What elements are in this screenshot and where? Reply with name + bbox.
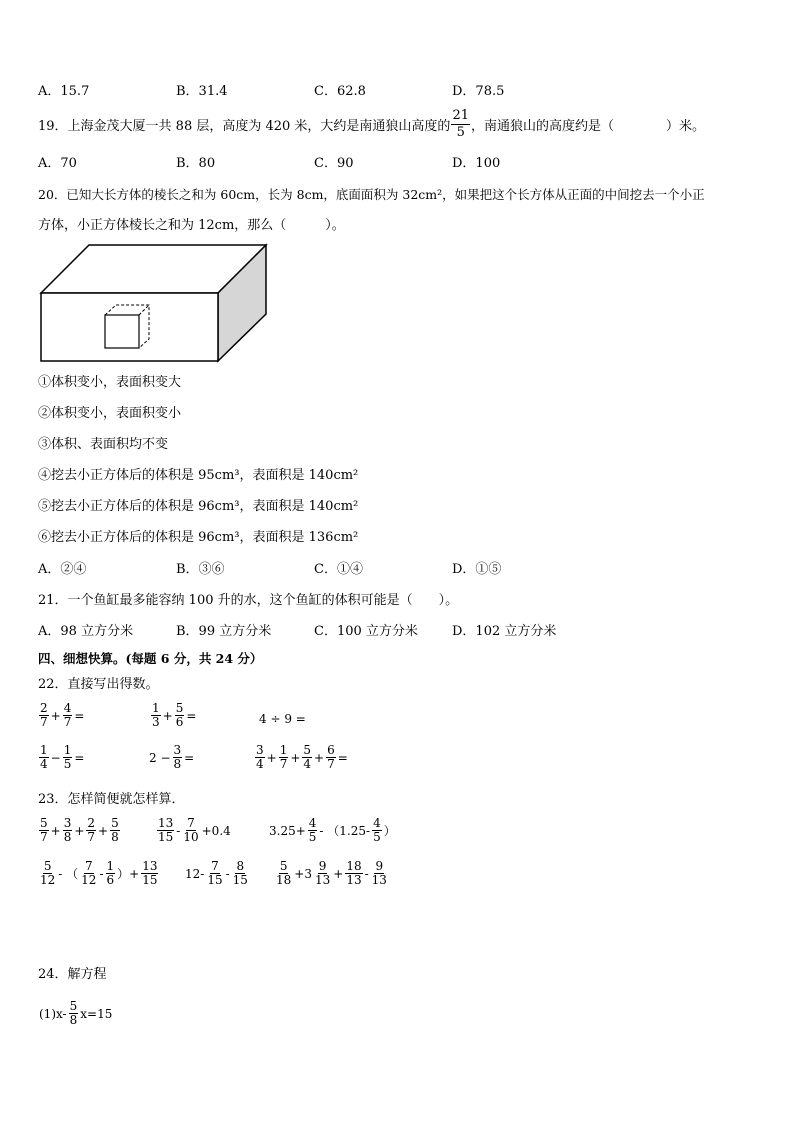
q22-expr-3 (258, 712, 307, 726)
q19-fraction (451, 108, 470, 141)
q22-expr-1 (38, 702, 85, 729)
den: 5 (373, 830, 381, 844)
q21-option-b: B．99 立方分米 (176, 624, 272, 639)
fraction (110, 817, 120, 844)
q18-option-c: C．62.8 (314, 84, 366, 99)
q20-option-c: C．①④ (314, 562, 363, 577)
q20-statement-6: ⑥挖去小正方体后的体积是 96cm³，表面积是 136cm² (38, 530, 359, 545)
expr-tail: +0.4 (201, 823, 231, 838)
fraction (308, 817, 318, 844)
operator: + (50, 708, 61, 723)
num: 9 (375, 859, 384, 873)
q23-expr-4 (38, 860, 159, 887)
q19-text-before: 19．上海金茂大厦一共 88 层，高度为 420 米，大约是南通狼山高度的 (38, 119, 451, 134)
q23-expr-5 (184, 860, 250, 887)
den: 12 (40, 873, 56, 887)
expr-lead: 2 − (149, 750, 171, 765)
num: 5 (40, 816, 48, 830)
fraction (302, 744, 312, 771)
fraction (371, 860, 388, 887)
num: 2 (40, 701, 48, 715)
fraction (232, 860, 249, 887)
fraction (182, 817, 199, 844)
num: 5 (69, 999, 78, 1013)
den: 7 (63, 715, 72, 729)
den: 5 (63, 757, 72, 771)
operator: +3 (294, 866, 312, 881)
den: 4 (256, 757, 264, 771)
equals: = (186, 708, 197, 723)
cuboid-diagram (38, 242, 270, 364)
expr-close: ）+ (117, 867, 140, 881)
den: 13 (371, 873, 387, 887)
q18-option-a: A．15.7 (38, 84, 90, 99)
q19-frac-num: 21 (452, 108, 469, 123)
operator: + (50, 823, 61, 838)
expr-mid: - （ (58, 867, 79, 881)
q19-frac-den: 5 (456, 125, 465, 140)
den: 13 (346, 873, 362, 887)
operator: + (314, 750, 325, 765)
num: 1 (152, 701, 160, 715)
num: 1 (40, 743, 48, 757)
expr-lead: 12- (185, 866, 205, 881)
fraction (141, 860, 158, 887)
operator: - (99, 866, 104, 881)
den: 8 (173, 757, 182, 771)
expr-mid: - （1.25- (319, 824, 371, 838)
num: 4 (308, 816, 317, 830)
operator: - (364, 866, 369, 881)
q20-statement-1: ①体积变小，表面积变大 (38, 375, 182, 390)
fraction (275, 860, 292, 887)
operator: + (98, 823, 109, 838)
q20-line-2: 方体，小正方体棱长之和为 12cm，那么（ ）。 (38, 218, 345, 233)
num: 2 (87, 816, 96, 830)
num: 7 (211, 859, 219, 873)
num: 13 (142, 859, 158, 873)
den: 5 (308, 830, 317, 844)
fraction (39, 744, 49, 771)
q22-expr-4 (38, 744, 85, 771)
expr-close: ） (383, 824, 396, 838)
den: 12 (81, 873, 97, 887)
operator: − (50, 750, 61, 765)
den: 15 (207, 873, 223, 887)
num: 5 (175, 701, 184, 715)
num: 8 (236, 859, 245, 873)
q19-question (38, 108, 705, 141)
fraction (69, 1000, 79, 1027)
num: 1 (106, 859, 115, 873)
fraction (206, 860, 223, 887)
section-4-heading: 四、细想快算。(每题 6 分，共 24 分） (38, 651, 263, 666)
fraction (39, 817, 49, 844)
den: 8 (63, 830, 72, 844)
fraction (151, 702, 161, 729)
den: 6 (106, 873, 115, 887)
expr-lead: 3.25+ (269, 823, 306, 838)
fraction (372, 817, 382, 844)
num: 13 (158, 816, 174, 830)
fraction (157, 817, 174, 844)
q18-option-d: D．78.5 (452, 84, 505, 99)
q20-option-a: A．②④ (38, 562, 87, 577)
q20-option-d: D．①⑤ (452, 562, 502, 577)
operator: + (333, 866, 344, 881)
fraction (326, 744, 336, 771)
num: 5 (43, 859, 52, 873)
num: 7 (84, 859, 93, 873)
fraction (86, 817, 96, 844)
q19-option-d: D．100 (452, 156, 501, 171)
den: 10 (183, 830, 199, 844)
expr-lead: (1)x- (39, 1006, 67, 1021)
q21-question: 21．一个鱼缸最多能容纳 100 升的水，这个鱼缸的体积可能是（ ）。 (38, 593, 459, 608)
num: 3 (256, 743, 264, 757)
den: 7 (40, 830, 48, 844)
equals: = (184, 750, 195, 765)
fraction (345, 860, 362, 887)
num: 4 (63, 701, 72, 715)
expr-text: 4 ÷ 9 = (259, 712, 306, 726)
q19-option-c: C．90 (314, 156, 354, 171)
num: 3 (63, 816, 72, 830)
q21-option-a: A．98 立方分米 (38, 624, 134, 639)
den: 8 (69, 1013, 78, 1027)
fraction (175, 702, 185, 729)
den: 3 (152, 715, 160, 729)
q21-option-d: D．102 立方分米 (452, 624, 557, 639)
q19-text-after: ，南通狼山的高度约是（ ）米。 (470, 119, 705, 134)
den: 18 (276, 873, 292, 887)
q23-expr-1 (38, 817, 121, 844)
num: 9 (318, 859, 327, 873)
operator: + (162, 708, 173, 723)
den: 8 (111, 830, 119, 844)
den: 7 (40, 715, 48, 729)
den: 15 (232, 873, 248, 887)
fraction (173, 744, 183, 771)
den: 4 (40, 757, 48, 771)
q21-option-c: C．100 立方分米 (314, 624, 418, 639)
num: 6 (327, 743, 335, 757)
num: 5 (279, 859, 288, 873)
equals: = (74, 708, 85, 723)
operator: - (225, 866, 230, 881)
q19-option-a: A．70 (38, 156, 77, 171)
equals: = (74, 750, 85, 765)
fraction (279, 744, 289, 771)
q20-statement-4: ④挖去小正方体后的体积是 95cm³，表面积是 140cm² (38, 468, 359, 483)
num: 1 (63, 743, 72, 757)
q23-title: 23．怎样简便就怎样算． (38, 792, 185, 807)
fraction (63, 702, 73, 729)
q22-expr-6 (254, 744, 349, 771)
q20-option-b: B．③⑥ (176, 562, 225, 577)
operator: + (266, 750, 277, 765)
q23-expr-3 (268, 817, 397, 844)
num: 18 (346, 859, 362, 873)
q19-option-b: B．80 (176, 156, 216, 171)
num: 3 (173, 743, 182, 757)
q20-line-1: 20．已知大长方体的棱长之和为 60cm，长为 8cm，底面面积为 32cm²，如果把这个长方体从正面的中间挖去一个小正 (38, 187, 705, 202)
fraction (63, 744, 73, 771)
q20-statement-2: ②体积变小，表面积变小 (38, 406, 182, 421)
q22-title: 22．直接写出得数。 (38, 677, 159, 692)
den: 13 (314, 873, 331, 887)
fraction (255, 744, 265, 771)
den: 15 (142, 873, 158, 887)
num: 4 (373, 816, 381, 830)
q23-expr-6 (274, 860, 389, 887)
q20-statement-3: ③体积、表面积均不变 (38, 437, 169, 452)
operator: + (74, 823, 85, 838)
operator: + (290, 750, 301, 765)
den: 4 (303, 757, 312, 771)
fraction (63, 817, 73, 844)
q23-expr-2 (156, 817, 232, 844)
fraction (39, 860, 56, 887)
num: 5 (303, 743, 312, 757)
equals: = (337, 750, 348, 765)
num: 5 (111, 816, 119, 830)
den: 7 (87, 830, 96, 844)
q18-option-b: B．31.4 (176, 84, 228, 99)
num: 7 (187, 816, 195, 830)
operator: - (176, 823, 181, 838)
fraction (80, 860, 97, 887)
fraction (106, 860, 116, 887)
fraction (314, 860, 331, 887)
small-cube-front (105, 315, 139, 348)
q22-expr-2 (150, 702, 197, 729)
num: 1 (279, 743, 288, 757)
q24-title: 24．解方程 (38, 967, 107, 982)
den: 7 (279, 757, 288, 771)
q24-equation-1 (38, 1000, 113, 1027)
expr-tail: x=15 (80, 1006, 113, 1021)
den: 6 (175, 715, 184, 729)
den: 7 (327, 757, 335, 771)
q20-statement-5: ⑤挖去小正方体后的体积是 96cm³，表面积是 140cm² (38, 499, 359, 514)
den: 15 (158, 830, 174, 844)
q22-expr-5 (148, 744, 195, 771)
fraction (39, 702, 49, 729)
